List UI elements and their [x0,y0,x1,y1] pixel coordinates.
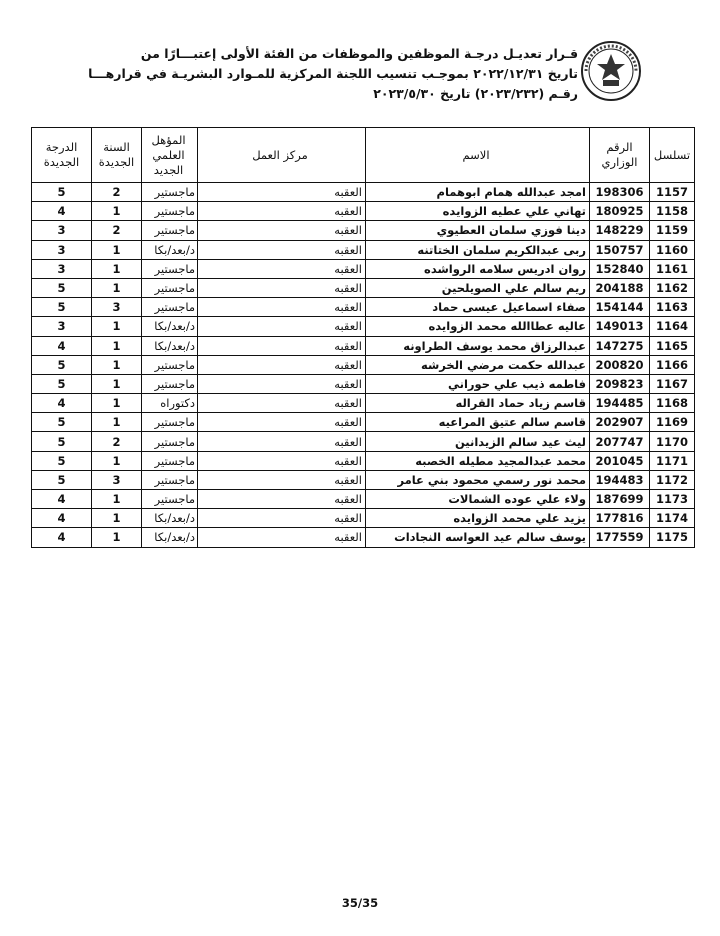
cell-year: 3 [92,470,142,489]
cell-year: 1 [92,240,142,259]
page-number: 35/35 [341,896,379,910]
table-row [32,298,695,317]
cell-grade: 4 [32,528,92,547]
cell-name: قاسم سالم عتيق المراعيه [366,413,590,432]
cell-qualification: ماجستير [142,278,198,297]
cell-year: 2 [92,183,142,202]
cell-name: روان ادريس سلامه الرواشده [366,259,590,278]
cell-name: ليث عيد سالم الزيدانين [366,432,590,451]
cell-id: 207747 [590,432,650,451]
cell-year: 1 [92,394,142,413]
cell-name: دينا فوزي سلمان العطيوي [366,221,590,240]
table-row [32,259,695,278]
col-header-grade: الدرجة الجديدة [32,128,92,183]
cell-center: العقبه [198,317,366,336]
table-row [32,355,695,374]
cell-id: 202907 [590,413,650,432]
cell-center: العقبه [198,240,366,259]
table-body [32,183,695,548]
table-row [32,278,695,297]
cell-seq: 1168 [650,394,695,413]
cell-id: 209823 [590,374,650,393]
cell-grade: 3 [32,259,92,278]
cell-id: 200820 [590,355,650,374]
cell-qualification: ماجستير [142,451,198,470]
cell-id: 198306 [590,183,650,202]
col-header-seq: تسلسل [650,128,695,183]
document-title [88,44,578,104]
cell-seq: 1160 [650,240,695,259]
cell-year: 1 [92,355,142,374]
cell-year: 2 [92,432,142,451]
cell-qualification: ماجستير [142,470,198,489]
cell-year: 1 [92,336,142,355]
cell-id: 177816 [590,509,650,528]
cell-seq: 1170 [650,432,695,451]
cell-name: عبدالله حكمت مرضي الخرشه [366,355,590,374]
cell-id: 149013 [590,317,650,336]
table-row [32,509,695,528]
cell-year: 1 [92,413,142,432]
cell-grade: 4 [32,202,92,221]
cell-center: العقبه [198,336,366,355]
cell-qualification: دكتوراه [142,394,198,413]
cell-grade: 5 [32,278,92,297]
cell-grade: 3 [32,317,92,336]
table-row [32,394,695,413]
table-row [32,490,695,509]
cell-qualification: ماجستير [142,374,198,393]
cell-grade: 3 [32,221,92,240]
cell-seq: 1164 [650,317,695,336]
cell-center: العقبه [198,202,366,221]
cell-center: العقبه [198,509,366,528]
cell-name: يوسف سالم عيد العواسه النجادات [366,528,590,547]
table-row [32,432,695,451]
table-row [32,221,695,240]
cell-center: العقبه [198,278,366,297]
cell-id: 150757 [590,240,650,259]
cell-name: محمد عبدالمجيد مطيله الخصبه [366,451,590,470]
employees-table [31,127,695,548]
table-header-row [32,128,695,183]
cell-grade: 4 [32,509,92,528]
cell-name: عبدالرزاق محمد يوسف الطراونه [366,336,590,355]
table-row [32,240,695,259]
cell-grade: 4 [32,490,92,509]
cell-year: 1 [92,490,142,509]
cell-center: العقبه [198,259,366,278]
cell-year: 1 [92,374,142,393]
cell-year: 1 [92,317,142,336]
cell-center: العقبه [198,183,366,202]
cell-qualification: د/بعد/بكا [142,240,198,259]
cell-center: العقبه [198,374,366,393]
cell-center: العقبه [198,432,366,451]
col-header-id: الرقم الوزاري [590,128,650,183]
cell-name: امجد عبدالله همام ابوهمام [366,183,590,202]
cell-name: فاطمه ذيب علي حوراني [366,374,590,393]
cell-name: عاليه عطاالله محمد الزوايده [366,317,590,336]
table-row [32,317,695,336]
cell-name: صفاء اسماعيل عيسى حماد [366,298,590,317]
cell-seq: 1172 [650,470,695,489]
cell-grade: 4 [32,394,92,413]
cell-qualification: ماجستير [142,221,198,240]
cell-seq: 1158 [650,202,695,221]
cell-center: العقبه [198,394,366,413]
cell-qualification: ماجستير [142,298,198,317]
cell-year: 2 [92,221,142,240]
cell-year: 1 [92,202,142,221]
cell-qualification: د/بعد/بكا [142,336,198,355]
cell-seq: 1157 [650,183,695,202]
cell-qualification: ماجستير [142,259,198,278]
cell-name: يزيد علي محمد الزوايده [366,509,590,528]
cell-seq: 1162 [650,278,695,297]
cell-year: 1 [92,259,142,278]
col-header-center: مركز العمل [198,128,366,183]
table-row [32,336,695,355]
cell-id: 180925 [590,202,650,221]
table-row [32,183,695,202]
cell-name: ولاء علي عوده الشمالات [366,490,590,509]
cell-id: 148229 [590,221,650,240]
table-row [32,374,695,393]
title-line-1: قـرار تعديـل درجـة الموظفين والموظفات من الفئة الأولى إعتبـــارًا من [140,46,578,61]
cell-qualification: د/بعد/بكا [142,317,198,336]
cell-grade: 5 [32,298,92,317]
cell-center: العقبه [198,355,366,374]
cell-grade: 5 [32,183,92,202]
cell-seq: 1171 [650,451,695,470]
cell-center: العقبه [198,528,366,547]
cell-id: 152840 [590,259,650,278]
cell-center: العقبه [198,490,366,509]
cell-year: 1 [92,278,142,297]
cell-id: 187699 [590,490,650,509]
table-row [32,413,695,432]
cell-center: العقبه [198,470,366,489]
cell-seq: 1169 [650,413,695,432]
cell-qualification: ماجستير [142,183,198,202]
cell-qualification: ماجستير [142,413,198,432]
cell-year: 1 [92,509,142,528]
cell-id: 194483 [590,470,650,489]
cell-name: قاسم زياد حماد القراله [366,394,590,413]
cell-id: 177559 [590,528,650,547]
cell-seq: 1173 [650,490,695,509]
title-line-2: تاريخ ٢٠٢٢/١٢/٣١ بموجـب تنسيب اللجنة المركزية للمـوارد البشريـة في قرارهـــا [88,66,578,81]
cell-center: العقبه [198,298,366,317]
cell-name: ربى عبدالكريم سلمان الختاتنه [366,240,590,259]
cell-grade: 5 [32,470,92,489]
cell-seq: 1163 [650,298,695,317]
table-row [32,451,695,470]
cell-id: 201045 [590,451,650,470]
cell-grade: 5 [32,432,92,451]
cell-year: 1 [92,451,142,470]
cell-name: محمد نور رسمي محمود بني عامر [366,470,590,489]
jordan-ministry-emblem-icon [580,40,642,102]
cell-name: ريم سالم علي الصويلحين [366,278,590,297]
cell-seq: 1175 [650,528,695,547]
col-header-name: الاسم [366,128,590,183]
cell-center: العقبه [198,221,366,240]
cell-id: 147275 [590,336,650,355]
cell-grade: 5 [32,413,92,432]
cell-grade: 4 [32,336,92,355]
cell-year: 1 [92,528,142,547]
cell-seq: 1167 [650,374,695,393]
col-header-year: السنة الجديدة [92,128,142,183]
cell-id: 194485 [590,394,650,413]
cell-center: العقبه [198,413,366,432]
cell-year: 3 [92,298,142,317]
cell-qualification: ماجستير [142,490,198,509]
cell-qualification: ماجستير [142,432,198,451]
cell-center: العقبه [198,451,366,470]
col-header-qualification: المؤهل العلمي الجديد [142,128,198,183]
cell-qualification: ماجستير [142,202,198,221]
table-row [32,470,695,489]
cell-seq: 1166 [650,355,695,374]
cell-id: 154144 [590,298,650,317]
cell-id: 204188 [590,278,650,297]
cell-name: تهاني علي عطيه الزوايده [366,202,590,221]
cell-seq: 1159 [650,221,695,240]
cell-grade: 3 [32,240,92,259]
title-line-3: رقـم (٢٠٢٣/٢٣٢) تاريخ ٢٠٢٣/٥/٣٠ [373,86,578,101]
table-row [32,528,695,547]
cell-qualification: د/بعد/بكا [142,528,198,547]
cell-seq: 1174 [650,509,695,528]
table-row [32,202,695,221]
cell-qualification: د/بعد/بكا [142,509,198,528]
cell-grade: 5 [32,451,92,470]
cell-seq: 1161 [650,259,695,278]
cell-grade: 5 [32,355,92,374]
cell-grade: 5 [32,374,92,393]
cell-qualification: ماجستير [142,355,198,374]
cell-seq: 1165 [650,336,695,355]
